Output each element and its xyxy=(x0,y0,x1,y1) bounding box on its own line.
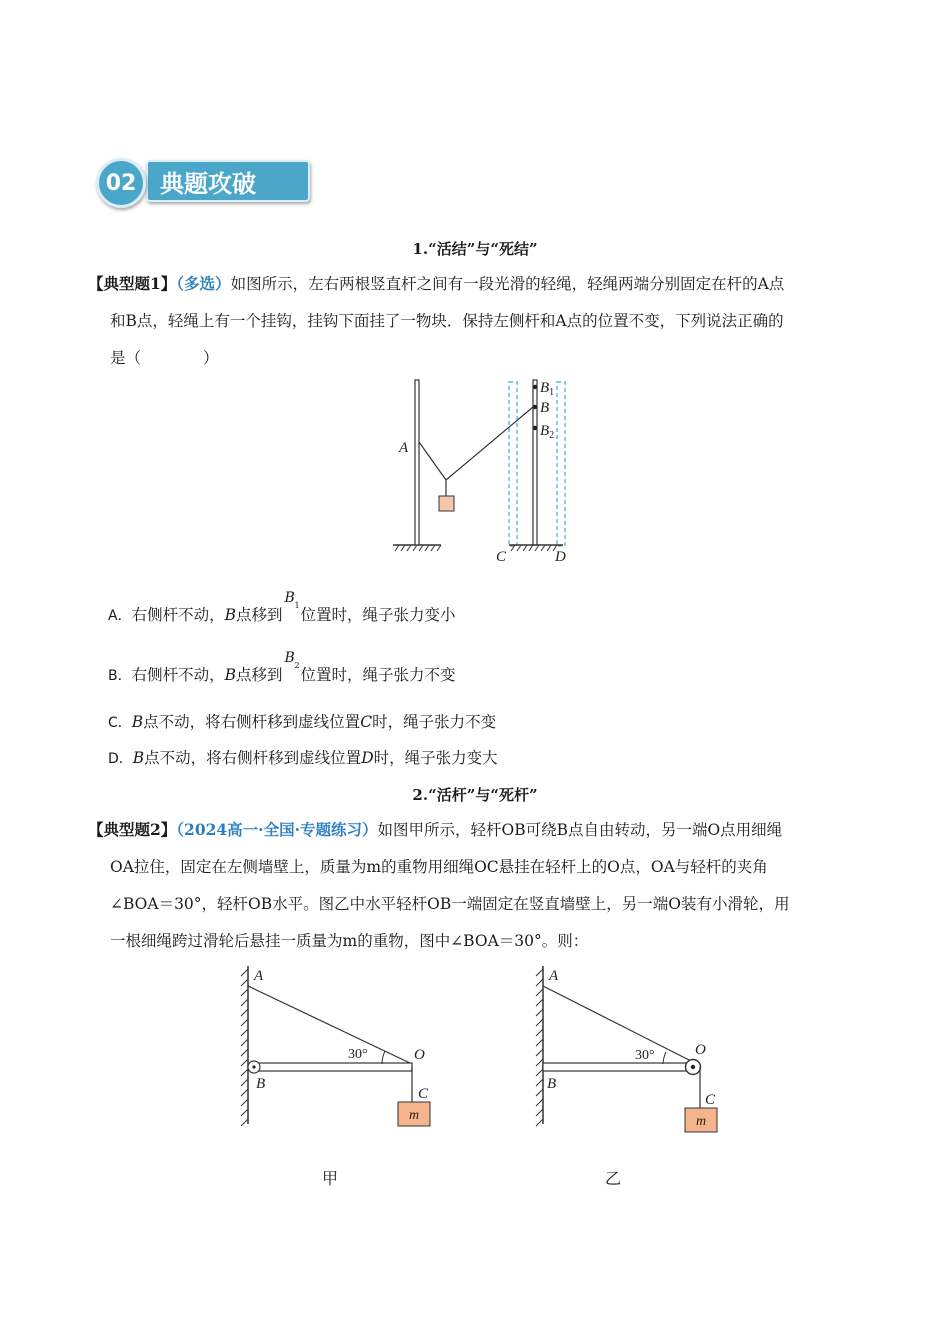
question-2-line-4: 一根细绳跨过滑轮后悬挂一质量为m的重物，图中∠BOA＝30°。则： xyxy=(110,932,589,950)
option-b-pre: 右侧杆不动， xyxy=(131,666,225,684)
option-d-var: B xyxy=(132,749,145,767)
option-c-letter: C． xyxy=(108,715,132,731)
svg-text:B2 xyxy=(540,423,554,441)
question-1-line-1-text: 如图所示，左右两根竖直杆之间有一段光滑的轻绳，轻绳两端分别固定在杆的A点 xyxy=(230,275,785,293)
option-a-mid: 点移到 xyxy=(235,606,283,624)
option-a-pos: B xyxy=(284,590,295,606)
question-2-line-1 xyxy=(88,811,858,849)
figure-yi-angle: 30° xyxy=(635,1048,655,1063)
option-c-post: 时，绳子张力不变 xyxy=(372,713,497,731)
option-b-pos: B xyxy=(284,650,295,666)
figure-yi-label-o: O xyxy=(695,1042,706,1058)
figure-jia-label-m: m xyxy=(409,1108,420,1123)
option-b-sub: 2 xyxy=(294,661,300,670)
question-2-line-1-text: 如图甲所示，轻杆OB可绕B点自由转动，另一端O点用细绳 xyxy=(377,821,783,839)
figure-1-label-b1: B xyxy=(540,380,550,396)
figure-1-label-b2: B xyxy=(540,423,550,439)
question-1-line-1 xyxy=(88,265,858,303)
option-d-mid: 点不动，将右侧杆移到虚线位置 xyxy=(144,749,362,767)
option-c-var: B xyxy=(131,713,144,731)
section-badge-title-text: 典题攻破 xyxy=(160,169,256,198)
question-1-type: （多选） xyxy=(176,274,231,293)
option-b[interactable] xyxy=(108,650,456,688)
question-2-text xyxy=(88,811,858,960)
figure-yi-label-m: m xyxy=(696,1114,707,1129)
option-b-var: B xyxy=(224,666,237,684)
option-c-pos: C xyxy=(360,713,373,731)
option-b-letter: B． xyxy=(108,668,132,684)
option-a[interactable] xyxy=(108,590,456,628)
question-1-tag: 【典型题1】 xyxy=(88,274,177,293)
figure-1-label-b2-sub: 2 xyxy=(549,430,555,441)
section-badge-number-text: 02 xyxy=(105,170,137,196)
section-1-title: 1.“活结”与“死结” xyxy=(412,240,538,258)
option-b-post: 位置时，绳子张力不变 xyxy=(300,666,456,684)
figure-yi-caption: 乙 xyxy=(605,1169,622,1188)
figure-1-label-d: D xyxy=(555,549,566,565)
figure-jia-angle: 30° xyxy=(348,1047,368,1062)
figure-jia-label-o: O xyxy=(414,1047,425,1063)
section-2-title: 2.“活杆”与“死杆” xyxy=(412,786,538,804)
figure-jia-label-c: C xyxy=(418,1086,429,1102)
question-1-line-2: 和B点，轻绳上有一个挂钩，挂钩下面挂了一物块．保持左侧杆和A点的位置不变，下列说法正确的 xyxy=(110,312,784,330)
option-d-post: 时，绳子张力变大 xyxy=(373,749,498,767)
option-d-pos: D xyxy=(361,749,374,767)
option-c[interactable] xyxy=(108,710,496,735)
option-d-letter: D． xyxy=(108,751,133,767)
figure-jia xyxy=(232,962,442,1132)
question-2-source: （2024高一·全国·专题练习） xyxy=(176,820,378,839)
option-d[interactable] xyxy=(108,746,498,771)
figure-1-label-b1-sub: 1 xyxy=(549,387,555,398)
figure-1-label-b: B xyxy=(540,400,550,416)
svg-text:B1 xyxy=(540,380,554,398)
option-a-var: B xyxy=(224,606,236,624)
question-2-line-3: ∠BOA＝30°，轻杆OB水平。图乙中水平轻杆OB一端固定在竖直墙壁上，另一端O装有小滑轮，用 xyxy=(110,895,790,913)
figure-1-label-c: C xyxy=(496,549,507,565)
question-2-line-2: OA拉住，固定在左侧墙壁上，质量为m的重物用细绳OC悬挂在轻杆上的O点，OA与轻杆的夹角 xyxy=(110,858,768,876)
section-badge-number xyxy=(96,158,146,208)
figure-jia-caption: 甲 xyxy=(322,1169,339,1188)
question-1-figure xyxy=(385,372,585,567)
figure-jia-label-b: B xyxy=(256,1076,266,1092)
figure-1-label-a: A xyxy=(399,440,409,456)
option-b-mid: 点移到 xyxy=(236,666,283,684)
option-a-pre: 右侧杆不动， xyxy=(131,606,225,624)
question-1-line-3: 是（ ） xyxy=(110,349,219,367)
figure-jia-label-a: A xyxy=(254,968,264,984)
figure-yi xyxy=(527,962,737,1137)
option-a-sub: 1 xyxy=(294,601,300,610)
figure-yi-label-a: A xyxy=(549,968,559,984)
section-badge-title xyxy=(146,160,310,202)
option-c-mid: 点不动，将右侧杆移到虚线位置 xyxy=(143,713,361,731)
question-2-tag: 【典型题2】 xyxy=(88,820,177,839)
option-a-letter: A． xyxy=(108,608,132,624)
option-a-post: 位置时，绳子张力变小 xyxy=(300,606,456,624)
figure-yi-label-b: B xyxy=(547,1076,557,1092)
figure-yi-label-c: C xyxy=(705,1092,716,1108)
question-1-text xyxy=(88,265,858,377)
